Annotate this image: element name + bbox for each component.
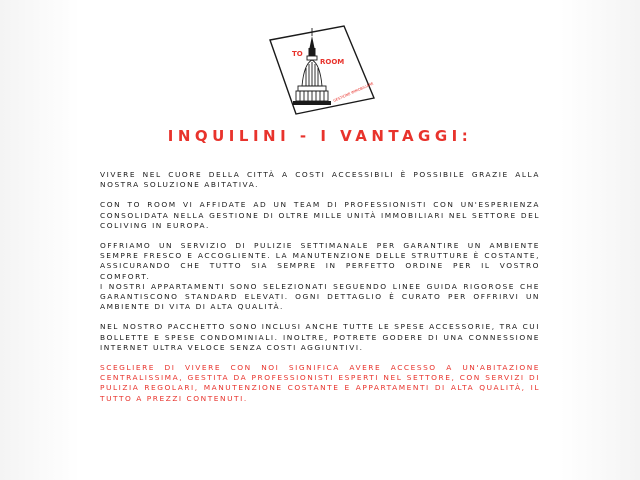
mole-antonelliana-icon [293,28,331,105]
paragraph-intro: VIVERE NEL CUORE DELLA CITTÀ A COSTI ACCESSIBILI È POSSIBILE GRAZIE ALLA NOSTRA SOLUZIONE ABITATIVA. [100,170,540,190]
logo-text-room: ROOM [320,58,345,66]
paragraph-summary: SCEGLIERE DI VIVERE CON NOI SIGNIFICA AVERE ACCESSO A UN'ABITAZIONE CENTRALISSIMA, GESTITA DA PROFESSIONISTI ESPERTI NEL SETTORE, CON SERVIZI DI PULIZIA REGOLARI, MANUTENZIONE COSTANTE E APPARTAMENTI DI ALTA QUALITÀ, IL TUTTO A PREZZI CONTENUTI. [100,363,540,403]
paragraph-cleaning: OFFRIAMO UN SERVIZIO DI PULIZIE SETTIMANALE PER GARANTIRE UN AMBIENTE SEMPRE FRESCO E ACCOGLIENTE. LA MANUTENZIONE DELLE STRUTTURE È COSTANTE, ASSICURANDO CHE TUTTO SIA SEMPRE IN PERFETTO ORDINE PER IL VOSTRO COMFORT. [100,241,540,281]
logo-text-to: TO [292,50,303,58]
page-title: INQUILINI - I VANTAGGI: [167,127,473,145]
toroom-logo [262,22,378,118]
logo-tagline: GESTIONE IMMOBILIARE [332,81,375,103]
paragraph-team: CON TO ROOM VI AFFIDATE AD UN TEAM DI PROFESSIONISTI CON UN'ESPERIENZA CONSOLIDATA NELLA GESTIONE DI OLTRE MILLE UNITÀ IMMOBILIARI NEL SETTORE DEL COLIVING IN EUROPA. [100,200,540,230]
content-body [100,170,540,414]
paragraph-apartments: I NOSTRI APPARTAMENTI SONO SELEZIONATI SEGUENDO LINEE GUIDA RIGOROSE CHE GARANTISCONO STANDARD ELEVATI. OGNI DETTAGLIO È CURATO PER OFFRIRVI UN AMBIENTE DI VITA DI ALTA QUALITÀ. [100,281,540,312]
logo-graphic [262,22,378,118]
paragraph-package: NEL NOSTRO PACCHETTO SONO INCLUSI ANCHE TUTTE LE SPESE ACCESSORIE, TRA CUI BOLLETTE E SPESE CONDOMINIALI. INOLTRE, POTRETE GODERE DI UNA CONNESSIONE INTERNET ULTRA VELOCE SENZA COSTI AGGIUNTIVI. [100,322,540,352]
